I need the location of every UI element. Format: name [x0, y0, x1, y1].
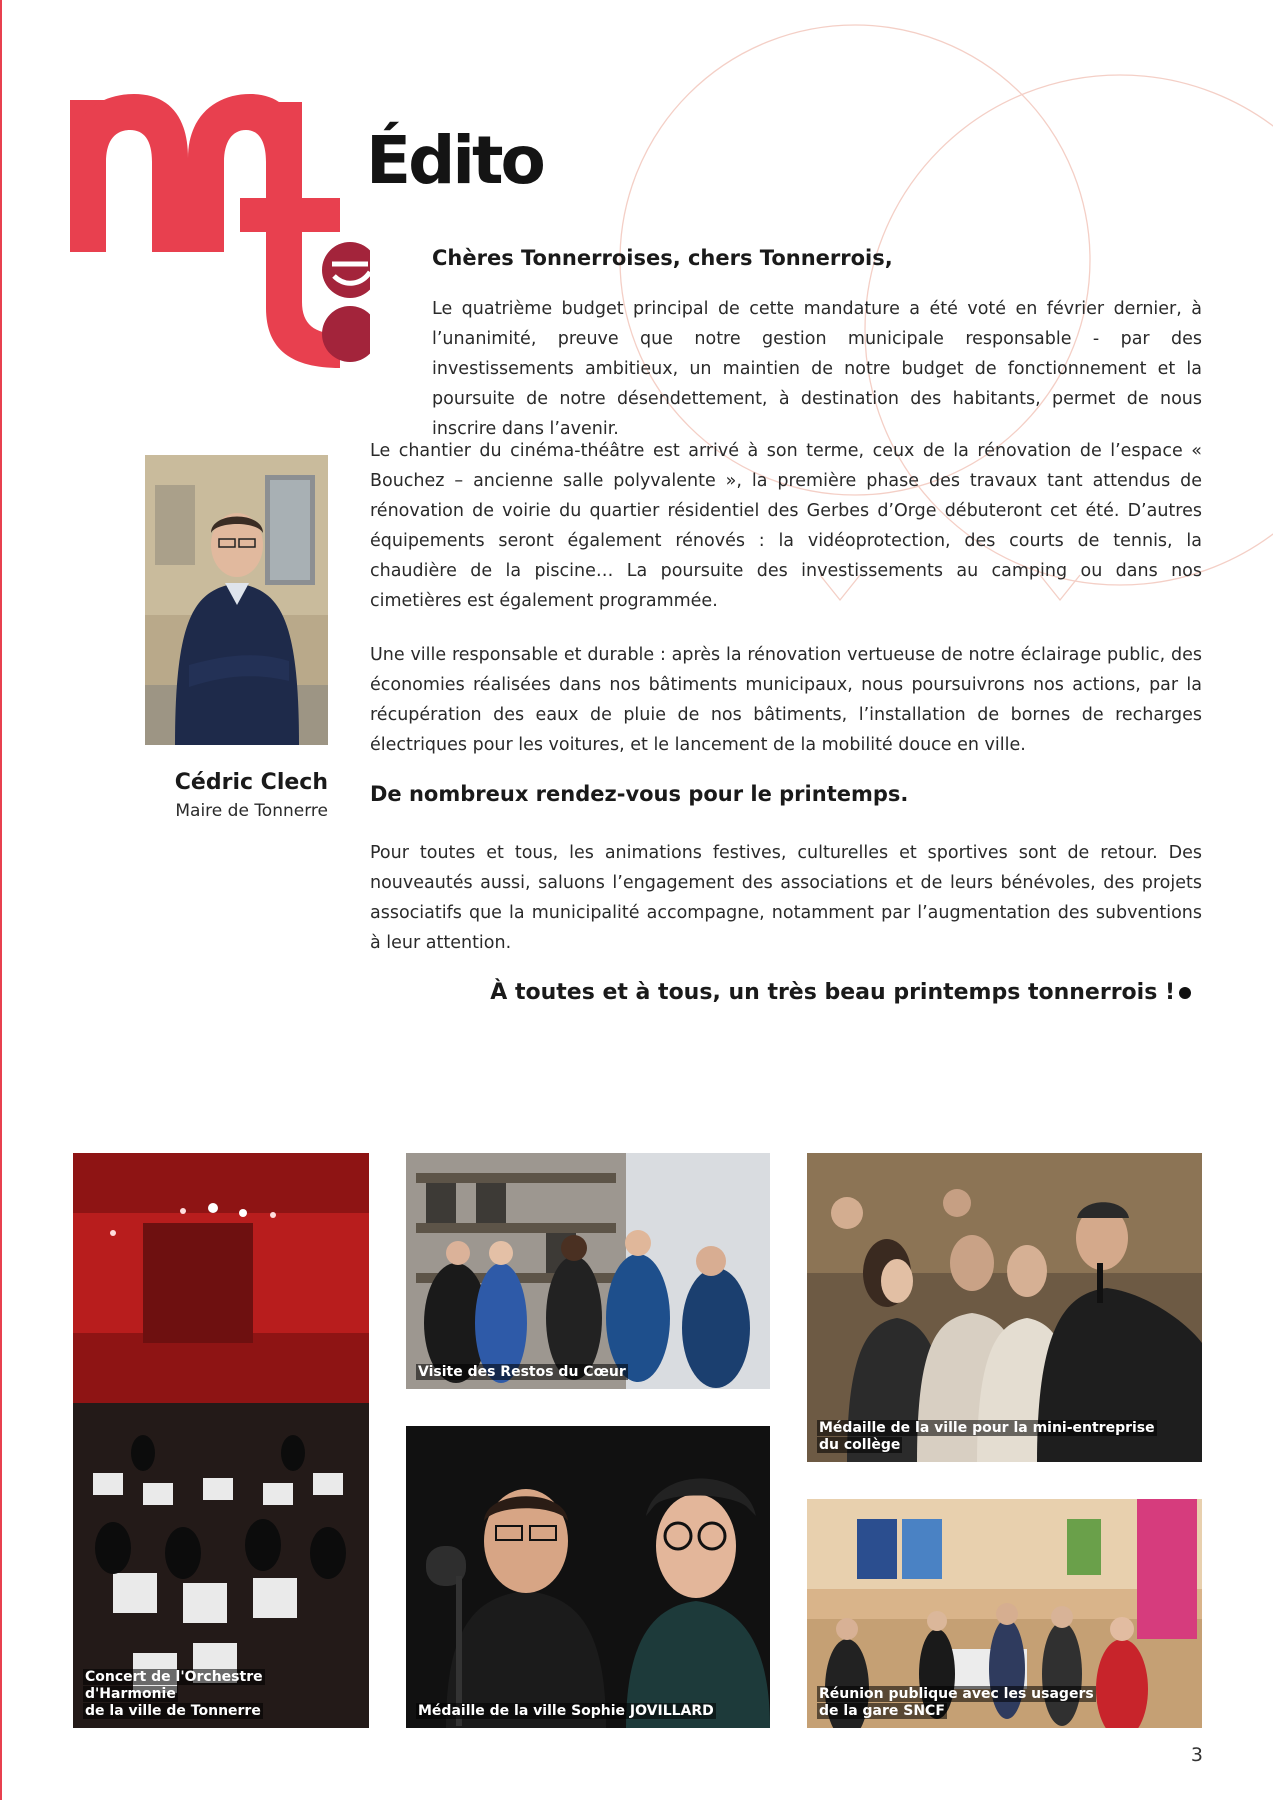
mayor-portrait — [145, 455, 328, 745]
page-title: Édito — [366, 122, 543, 199]
paragraph-events: Pour toutes et tous, les animations festives, culturelles et sportives sont de retour. Des nouveautés aussi, saluons l’engagement des associations et de leurs bénévoles, des projets associatifs que la municipalité accompagne, notamment par l’augmentation des subventions à leur attention. — [370, 843, 1202, 953]
paragraph-sustainability: Une ville responsable et durable : après la rénovation vertueuse de notre éclairage public, des économies réalisées dans nos bâtiments municipaux, nous poursuivrons nos actions, par la récupération des eaux de pluie de nos bâtiments, l’installation de bornes de recharges électriques pour les voitures, et le lancement de la mobilité douce en ville. — [370, 645, 1202, 755]
paragraph-budget: Le quatrième budget principal de cette mandature a été voté en février dernier, à l’unanimité, preuve que notre gestion municipale responsable - par des investissements ambitieux, un maintien de notre budget de fonctionnement et la poursuite de notre désendettement, à destination des habitants, permet de nous inscrire dans l’avenir. — [432, 299, 1202, 439]
end-dot-icon — [1179, 987, 1191, 999]
subheading-spring: De nombreux rendez-vous pour le printemps. — [370, 782, 909, 806]
salutation: Chères Tonnerroises, chers Tonnerrois, — [432, 246, 893, 270]
photo-concert — [73, 1153, 369, 1728]
quote-mark-icon — [322, 242, 370, 298]
photo-caption: Médaille de la ville Sophie JOVILLARD — [418, 1703, 714, 1719]
photo-restos-du-coeur — [406, 1153, 770, 1389]
photo-medaille-jovillard — [406, 1426, 770, 1728]
mayor-name: Cédric Clech — [174, 770, 328, 795]
mayor-role: Maire de Tonnerre — [175, 801, 328, 821]
mt-logo — [70, 88, 370, 373]
photo-reunion-sncf — [807, 1499, 1202, 1728]
photo-mini-entreprise — [807, 1153, 1202, 1462]
photo-caption: Médaille de la ville pour la mini-entreprise du collège — [819, 1420, 1155, 1453]
closing-line — [490, 980, 1191, 1005]
page-number: 3 — [1190, 1744, 1203, 1766]
photo-caption: Réunion publique avec les usagers de la gare SNCF — [819, 1686, 1094, 1719]
paragraph-projects: Le chantier du cinéma-théâtre est arrivé à son terme, ceux de la rénovation de l’espace « Bouchez – ancienne salle polyvalente », la première phase des travaux tant attendus de rénovation de voirie du quartier résidentiel des Gerbes d’Orge débuteront cet été. D’autres équipements seront également rénovés : la vidéoprotection, des courts de tennis, la chaudière de la piscine… La poursuite des investissements au camping ou dans nos cimetières est également programmée. — [370, 441, 1202, 611]
photo-caption: Concert de l'Orchestre d'Harmonie de la ville de Tonnerre — [85, 1669, 263, 1719]
closing-text: À toutes et à tous, un très beau printemps tonnerrois ! — [490, 980, 1175, 1005]
photo-caption: Visite des Restos du Cœur — [418, 1364, 626, 1380]
